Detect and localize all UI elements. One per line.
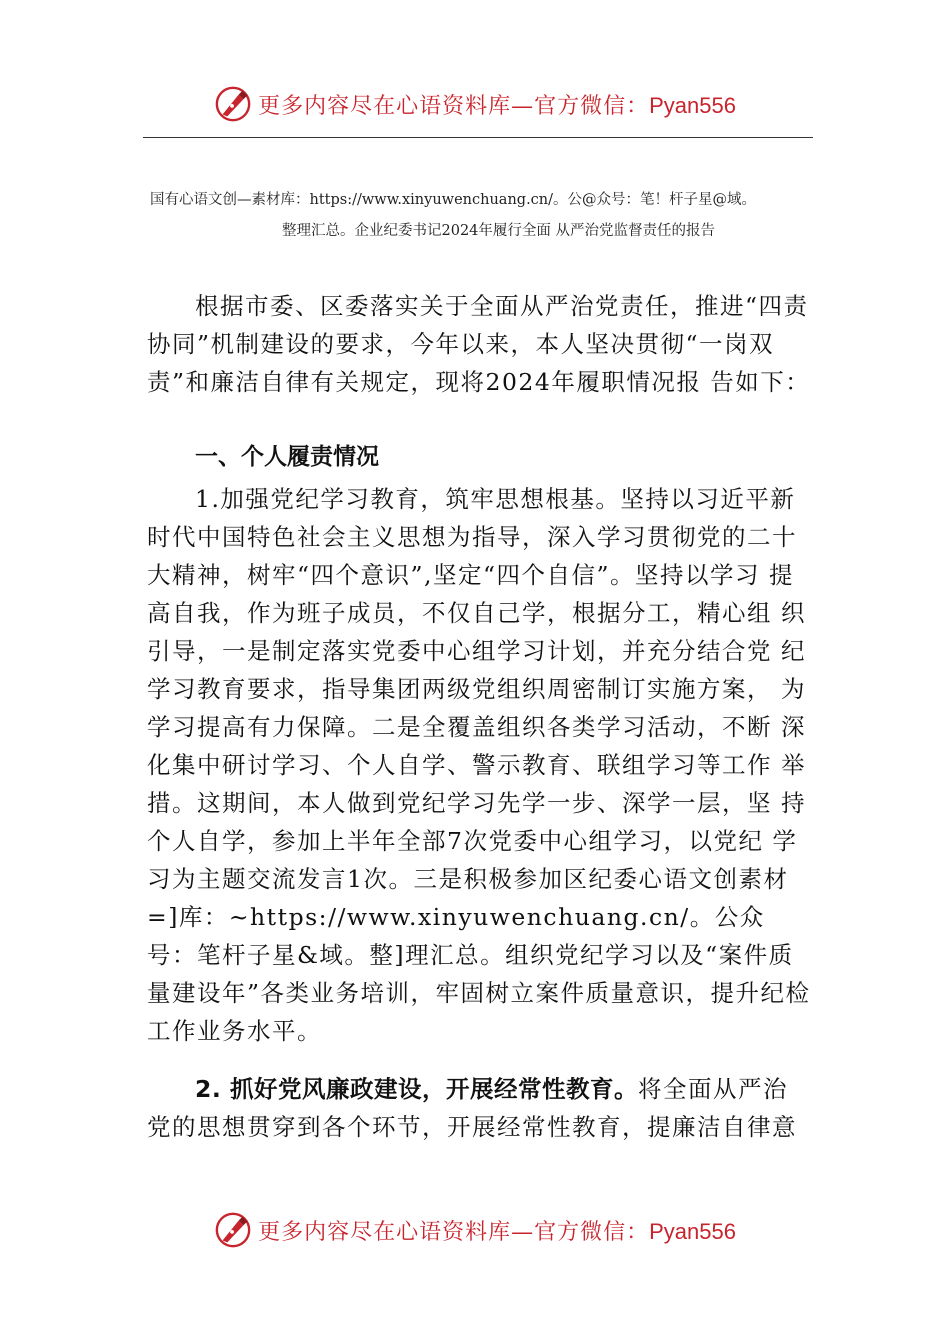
- pen-nib-logo-icon: [214, 85, 252, 123]
- bottom-banner: [0, 1208, 950, 1252]
- item-2-lead: 2. 抓好党风廉政建设，开展经常性教育。: [195, 1075, 638, 1103]
- banner-wechat-id: Pyan556: [649, 1218, 736, 1244]
- document-subtitle: 整理汇总。企业纪委书记2024年履行全面 从严治党监督责任的报告: [282, 223, 716, 239]
- banner-wechat-id: Pyan556: [649, 92, 736, 118]
- pen-nib-logo-icon: [214, 1211, 252, 1249]
- intro-paragraph: 根据市委、区委落实关于全面从严治党责任，推进“四责协同”机制建设的要求，今年以来，本人坚决贯彻“一岗双责”和廉洁自律有关规定，现将2024年履职情况报 告如下：: [147, 292, 811, 396]
- item-1-paragraph: 1.加强党纪学习教育，筑牢思想根基。坚持以习近平新时代中国特色社会主义思想为指导，深入学习贯彻党的二十大精神，树牢“四个意识”,坚定“四个自信”。坚持以学习 提高自我，作为班子成员，不仅自己学，根据分工，精心组 织引导，一是制定落实党委中心组学习计划，并充分结合党 纪学习教育要求，指导集团两级党组织周密制订实施方案， 为学习提高有力保障。二是全覆盖组织各类学习活动，不断 深化集中研讨学习、个人自学、警示教育、联组学习等工作 举措。这期间，本人做到党纪学习先学一步、深学一层，坚 持个人自学，参加上半年全部7次党委中心组学习，以党纪 学习为主题交流发言1次。三是积极参加区纪委心语文创素材=]库：~https://www.xinyuwenchuang.cn/。公众号：笔杆子星&域。整]理汇总。组织党纪学习以及“案件质量建设年”各类业务培训，牢固树立案件质量意识，提升纪检工作业务水平。: [147, 485, 811, 1045]
- banner-text: 更多内容尽在心语资料库—官方微信：Pyan556: [258, 1218, 736, 1245]
- top-banner: [0, 82, 950, 126]
- banner-text: 更多内容尽在心语资料库—官方微信：Pyan556: [258, 92, 736, 119]
- section-heading: 一、个人履责情况: [195, 444, 379, 470]
- item-2-paragraph: [147, 1070, 811, 1146]
- source-line: 国有心语文创—素材库：https://www.xinyuwenchuang.cn/。公@众号：笔！杆子星@域。: [150, 192, 757, 208]
- item-2-text: 将全面从严治 党的思想贯穿到各个环节，开展经常性教育，提廉洁自律意: [147, 1075, 797, 1141]
- header-divider: [143, 137, 813, 138]
